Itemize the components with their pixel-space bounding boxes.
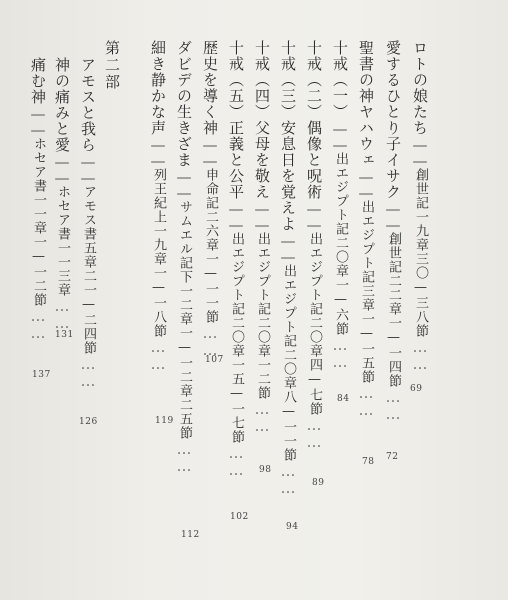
toc-entry-dash: —— [29, 105, 47, 137]
toc-entry-title: アモスと我ら [79, 57, 97, 153]
toc-entry [412, 40, 427, 372]
toc-page-number: 112 [181, 530, 200, 540]
toc-entry-ref: アモス書五章二一—二四節 [81, 185, 96, 355]
toc-entry-title: 十戒（一） [331, 40, 349, 120]
toc-entry-dash: —— [253, 200, 271, 232]
toc-entry [306, 40, 321, 450]
toc-page-number: 72 [386, 452, 399, 462]
toc-entry-title: 愛するひとり子イサク [384, 40, 402, 200]
toc-entry-title: 痛む神 [29, 57, 47, 105]
toc-entry-dash: —— [305, 200, 323, 232]
toc-entry-dash: —— [279, 232, 297, 264]
toc-entry [202, 40, 217, 358]
toc-entry-ref: 出エジプト記二〇章一二節 [255, 232, 270, 400]
toc-entry-dots: …… [201, 324, 219, 358]
toc-entry-ref: 出エジプト記二〇章八—一一節 [281, 264, 296, 462]
toc-entry-dots: …… [79, 355, 97, 389]
toc-entry-dots: …… [175, 440, 193, 474]
toc-entry-title: 十戒（三）安息日を覚えよ [279, 40, 297, 232]
toc-entry-dots: …… [357, 384, 375, 418]
toc-entry-ref: サムエル記下一二章一—一二章二五節 [177, 200, 192, 440]
toc-entry-ref: 申命記二六章一—一一節 [203, 168, 218, 324]
toc-entry-dash: —— [357, 168, 375, 200]
toc-entry-dots: …… [331, 336, 349, 370]
toc-entry-title: ロトの娘たち [411, 40, 429, 136]
toc-entry-dash: —— [79, 153, 97, 185]
toc-entry-dash: —— [411, 136, 429, 168]
toc-page-number: 126 [79, 417, 98, 427]
toc-entry [385, 40, 400, 422]
toc-entry [358, 40, 373, 418]
toc-entry-dash: —— [175, 168, 193, 200]
toc-entry-dots: …… [253, 400, 271, 434]
toc-entry-dots: …… [279, 462, 297, 496]
toc-entry-title: ダビデの生きざま [175, 40, 193, 168]
toc-entry-ref: ホセア書一一三章 [55, 185, 70, 297]
part-heading: 第二部 [103, 40, 121, 91]
toc-entry-dots: …… [149, 338, 167, 372]
toc-page-number: 78 [362, 457, 375, 467]
toc-entry-ref: 列王紀上一九章一—一八節 [151, 168, 166, 338]
toc-entry [228, 40, 243, 478]
toc-entry [280, 40, 295, 496]
toc-entry-dash: —— [384, 200, 402, 232]
toc-entry-title: 十戒（四）父母を敬え [253, 40, 271, 200]
toc-entry [80, 57, 95, 389]
toc-entry-dash: —— [53, 153, 71, 185]
toc-entry-ref: ホセア書一一章一—一二節 [31, 137, 46, 307]
toc-entry-dash: —— [201, 136, 219, 168]
toc-page-number: 84 [337, 394, 350, 404]
toc-page-number: 102 [230, 512, 249, 522]
toc-page-number: 137 [32, 370, 51, 380]
toc-entry-dots: …… [305, 416, 323, 450]
toc-entry [54, 57, 69, 331]
toc-entry-dash: —— [331, 120, 349, 152]
toc-page-number: 89 [312, 478, 325, 488]
toc-entry-ref: 創世記一九章三〇—三八節 [413, 168, 428, 338]
toc-entry-title: 神の痛みと愛 [53, 57, 71, 153]
toc-entry-dots: …… [53, 297, 71, 331]
toc-page-number: 119 [155, 416, 174, 426]
toc-page-number: 69 [410, 384, 423, 394]
toc-entry-dots: …… [227, 444, 245, 478]
toc-entry [30, 57, 45, 341]
toc-entry [176, 40, 191, 474]
toc-entry-dots: …… [411, 338, 429, 372]
toc-entry-dash: —— [227, 200, 245, 232]
toc-entry-title: 歴史を導く神 [201, 40, 219, 136]
toc-entry-title: 細き静かな声 [149, 40, 167, 136]
toc-entry [150, 40, 165, 372]
toc-entry-ref: 出エジプト記三章一—一五節 [359, 200, 374, 384]
toc-entry [332, 40, 347, 370]
toc-entry-title: 聖書の神ヤハウェ [357, 40, 375, 168]
toc-page-number: 107 [205, 355, 224, 365]
toc-page-number: 98 [259, 465, 272, 475]
toc-entry-ref: 出エジプト記二〇章一—六節 [333, 152, 348, 336]
toc-entry-ref: 出エジプト記二〇章一五—一七節 [229, 232, 244, 444]
toc-entry-title: 十戒（五）正義と公平 [227, 40, 245, 200]
toc-entry-dots: …… [384, 388, 402, 422]
toc-entry-dots: …… [29, 307, 47, 341]
toc-entry-ref: 創世記二二章一—一四節 [386, 232, 401, 388]
toc-entry-title: 十戒（二）偶像と呪術 [305, 40, 323, 200]
toc-entry-dash: —— [149, 136, 167, 168]
toc-entry-ref: 出エジプト記二〇章四—七節 [307, 232, 322, 416]
toc-page-number: 131 [55, 330, 74, 340]
toc-page-number: 94 [286, 522, 299, 532]
toc-entry [254, 40, 269, 434]
